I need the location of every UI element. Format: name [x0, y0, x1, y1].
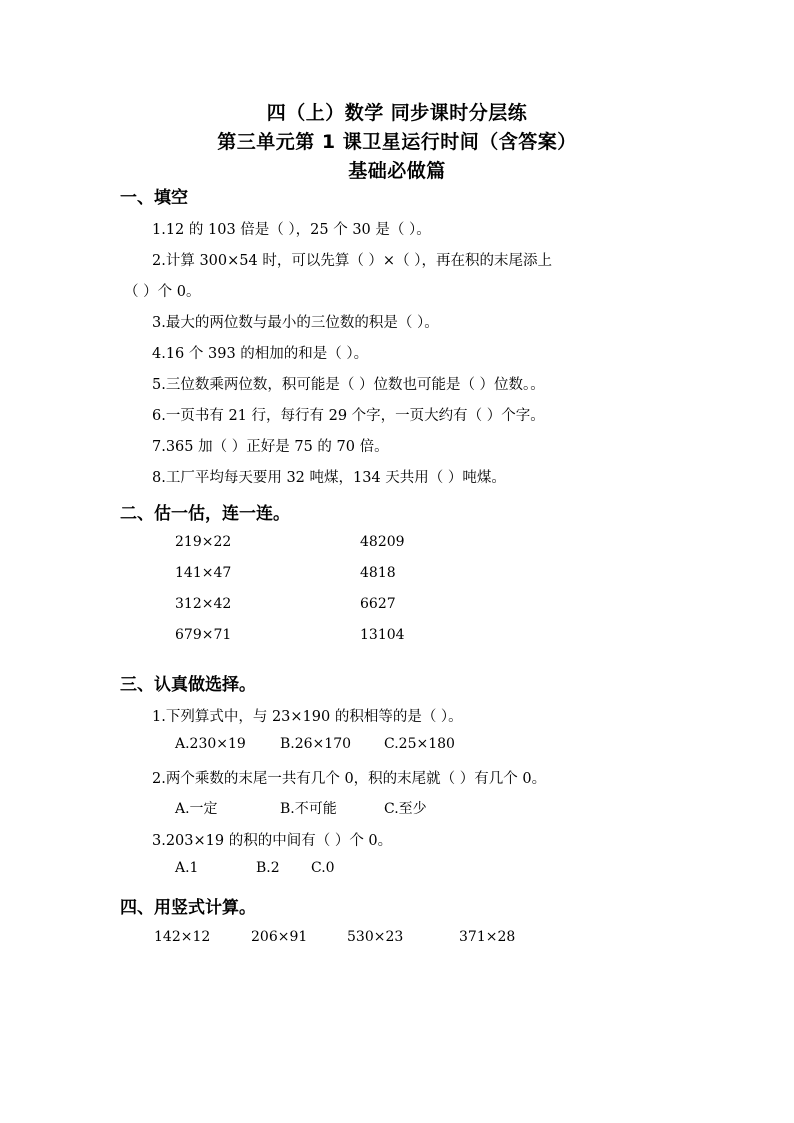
value-right: 4818	[360, 565, 396, 581]
question-line: 6.一页书有 21 行，每行有 29 个字，一页大约有（ ）个字。	[152, 408, 545, 424]
section-heading-estimate-match: 二、估一估，连一连。	[120, 504, 290, 524]
expression-left: 312×42	[175, 596, 232, 612]
document-title: 四（上）数学 同步课时分层练	[266, 102, 528, 124]
question-line: 7.365 加（ ）正好是 75 的 70 倍。	[152, 439, 389, 455]
document-subtitle: 第三单元第 1 课卫星运行时间（含答案）	[217, 131, 577, 153]
question-line: 2.计算 300×54 时，可以先算（ ）×（ ），再在积的末尾添上	[152, 253, 552, 269]
choice-option-c: C.0	[311, 860, 335, 876]
question-line: 3.最大的两位数与最小的三位数的积是（ ）。	[152, 315, 439, 331]
question-line: 5.三位数乘两位数，积可能是（ ）位数也可能是（ ）位数。。	[152, 377, 545, 393]
value-right: 48209	[360, 534, 405, 550]
choice-option-b: B.26×170	[280, 736, 352, 752]
choice-option-b: B.不可能	[280, 801, 337, 817]
choice-option-a: A.一定	[175, 801, 218, 817]
calc-item: 206×91	[251, 929, 308, 945]
question-line: 8.工厂平均每天要用 32 吨煤，134 天共用（ ）吨煤。	[152, 470, 506, 486]
choice-option-b: B.2	[256, 860, 280, 876]
section-heading-choice: 三、认真做选择。	[120, 675, 256, 695]
choice-question: 3.203×19 的积的中间有（ ）个 0。	[152, 833, 393, 849]
question-line: 1.12 的 103 倍是（ ），25 个 30 是（ ）。	[152, 222, 431, 238]
expression-left: 679×71	[175, 627, 232, 643]
choice-question: 1.下列算式中，与 23×190 的积相等的是（ ）。	[152, 709, 463, 725]
value-right: 13104	[360, 627, 405, 643]
choice-option-c: C.至少	[384, 801, 427, 817]
question-line: 4.16 个 393 的相加的和是（ ）。	[152, 346, 369, 362]
value-right: 6627	[360, 596, 396, 612]
calc-item: 371×28	[459, 929, 516, 945]
expression-left: 141×47	[175, 565, 232, 581]
choice-option-a: A.1	[175, 860, 199, 876]
question-line: （ ）个 0。	[124, 284, 201, 300]
choice-option-c: C.25×180	[384, 736, 455, 752]
expression-left: 219×22	[175, 534, 232, 550]
section-heading-fill-blank: 一、填空	[120, 188, 188, 208]
calc-item: 530×23	[347, 929, 404, 945]
document-section-label: 基础必做篇	[348, 160, 446, 182]
choice-option-a: A.230×19	[175, 736, 246, 752]
calc-item: 142×12	[154, 929, 211, 945]
choice-question: 2.两个乘数的末尾一共有几个 0，积的末尾就（ ）有几个 0。	[152, 771, 547, 787]
section-heading-vertical-calc: 四、用竖式计算。	[120, 898, 256, 918]
